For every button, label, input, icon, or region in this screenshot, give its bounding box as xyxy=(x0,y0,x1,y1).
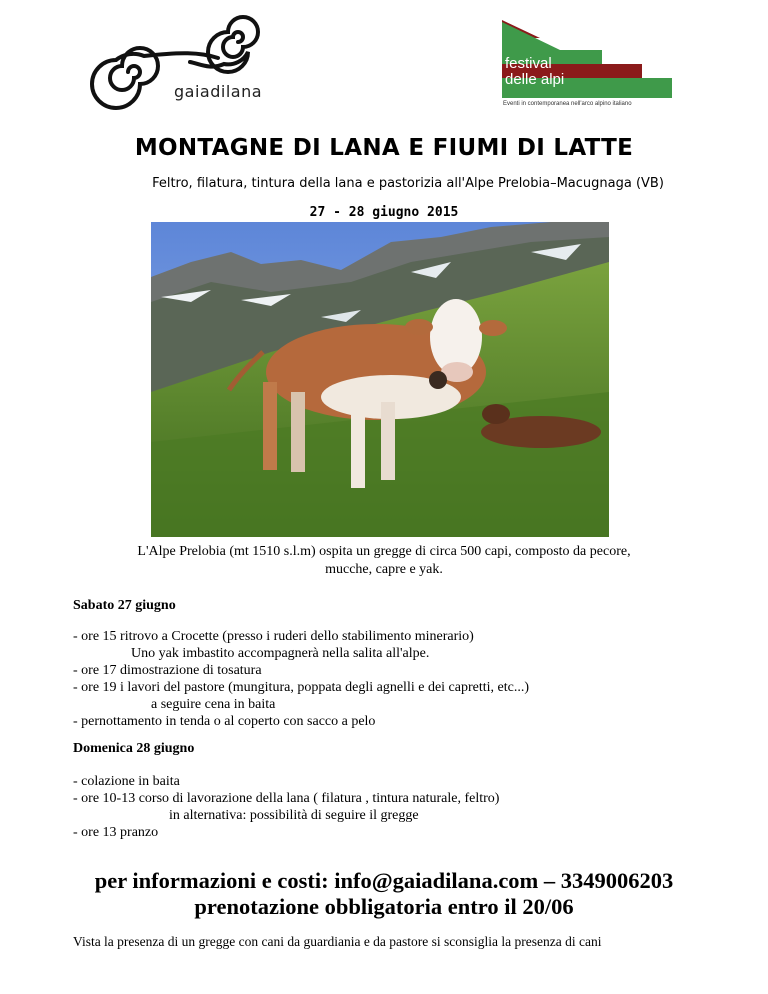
schedule-line: - colazione in baita xyxy=(73,774,180,789)
gaiadilana-logo xyxy=(90,12,290,112)
schedule-line: Uno yak imbastito accompagnerà nella salita all'alpe. xyxy=(131,646,430,661)
page-title: MONTAGNE DI LANA E FIUMI DI LATTE xyxy=(134,135,634,161)
schedule-line: - ore 15 ritrovo a Crocette (presso i ruderi dello stabilimento minerario) xyxy=(73,629,474,644)
logo-line-delle-alpi: delle alpi xyxy=(505,71,565,88)
alpine-pasture-photo xyxy=(151,222,609,537)
logo-line-festival: festival xyxy=(505,55,552,72)
schedule-line: - ore 13 pranzo xyxy=(73,825,159,840)
caption-line: mucche, capre e yak. xyxy=(325,562,443,577)
schedule-line: - ore 17 dimostrazione di tosatura xyxy=(73,663,262,678)
dogs-notice: Vista la presenza di un gregge con cani da guardiania e da pastore si sconsiglia la presenza di cani xyxy=(73,934,602,949)
saturday-heading: Sabato 27 giugno xyxy=(73,598,176,613)
subtitle: Feltro, filatura, tintura della lana e pastorizia all'Alpe Prelobia–Macugnaga (VB) xyxy=(152,176,664,191)
schedule-line: - pernottamento in tenda o al coperto con sacco a pelo xyxy=(73,714,376,729)
festival-delle-alpi-logo xyxy=(500,20,680,112)
schedule-line: - ore 19 i lavori del pastore (mungitura, poppata degli agnelli e dei capretti, etc...) xyxy=(73,680,529,695)
booking-deadline: prenotazione obbligatoria entro il 20/06 xyxy=(194,894,574,919)
caption-line: L'Alpe Prelobia (mt 1510 s.l.m) ospita un gregge di circa 500 capi, composto da pecore, xyxy=(137,544,631,559)
logo-tagline: Eventi in contemporanea nell'arco alpino italiano xyxy=(503,101,632,107)
event-dates: 27 - 28 giugno 2015 xyxy=(309,205,459,220)
photo-caption xyxy=(0,543,768,579)
schedule-line: in alternativa: possibilità di seguire il gregge xyxy=(169,808,419,823)
sunday-heading: Domenica 28 giugno xyxy=(73,741,195,756)
contact-info: per informazioni e costi: info@gaiadilana.com – 3349006203 xyxy=(94,868,674,893)
logo-text: gaiadilana xyxy=(174,82,263,101)
schedule-line: a seguire cena in baita xyxy=(151,697,276,712)
schedule-line: - ore 10-13 corso di lavorazione della lana ( filatura , tintura naturale, feltro) xyxy=(73,791,500,806)
